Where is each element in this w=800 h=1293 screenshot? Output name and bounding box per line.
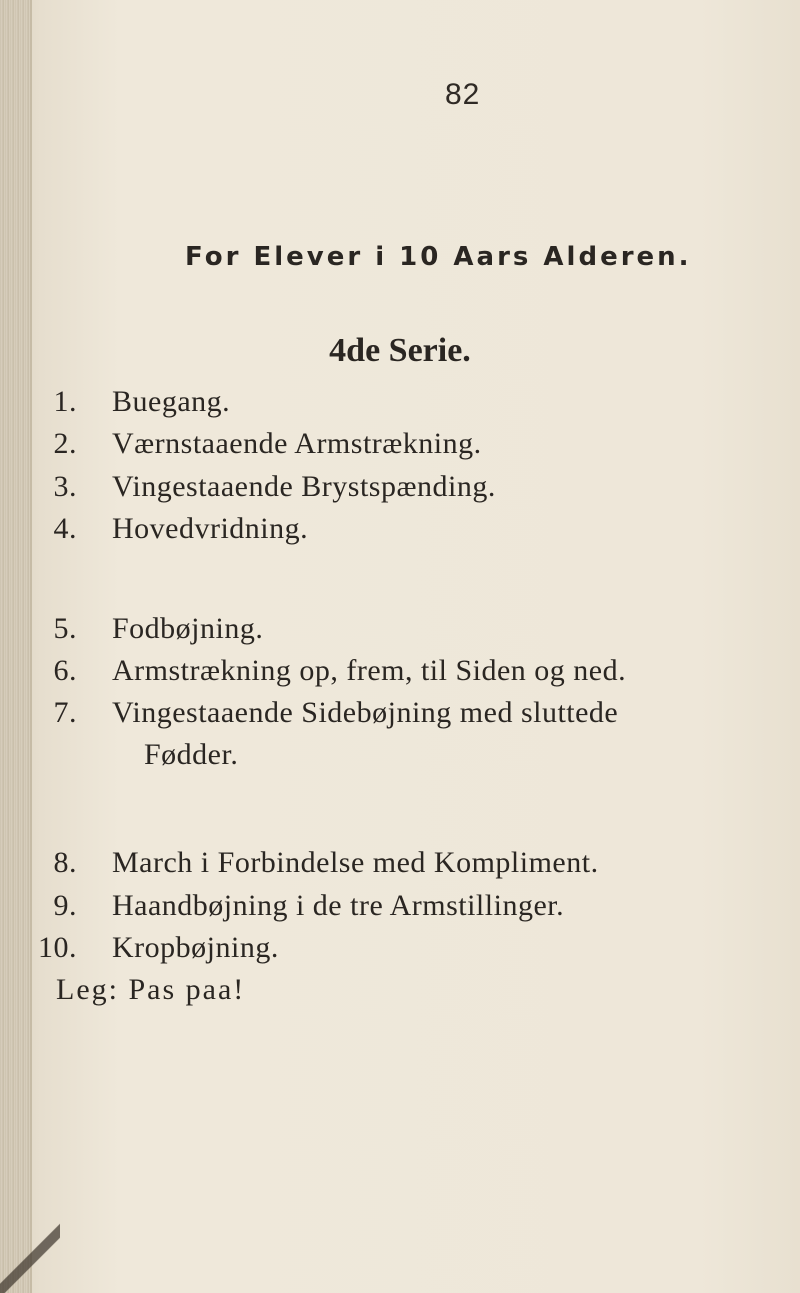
item-text: Fødder. <box>144 738 239 771</box>
item-number: 5. <box>53 612 77 645</box>
item-text: Fodbøjning. <box>112 612 264 645</box>
book-binding <box>0 0 30 1293</box>
item-number: 3. <box>53 470 77 503</box>
item-number: 1. <box>53 385 77 418</box>
item-text: Vingestaaende Sidebøjning med sluttede <box>112 696 619 729</box>
item-text: Vingestaaende Brystspænding. <box>112 470 496 503</box>
page-number: 82 <box>445 78 481 111</box>
item-number: 7. <box>53 696 77 729</box>
closing-line: Leg: Pas paa! <box>56 973 246 1006</box>
binding-edge <box>30 0 32 1293</box>
item-text: Hovedvridning. <box>112 512 309 545</box>
item-text: Værnstaaende Armstrækning. <box>112 427 482 460</box>
page-heading: For Elever i 10 Aars Alderen. <box>185 242 692 272</box>
item-text: March i Forbindelse med Kompliment. <box>112 846 599 879</box>
item-number: 4. <box>53 512 77 545</box>
page-corner <box>0 1213 60 1293</box>
series-title: 4de Serie. <box>329 332 471 369</box>
item-text: Buegang. <box>112 385 231 418</box>
item-number: 6. <box>53 654 77 687</box>
item-number: 10. <box>38 931 77 964</box>
item-number: 2. <box>53 427 77 460</box>
item-number: 8. <box>53 846 77 879</box>
item-text: Kropbøjning. <box>112 931 279 964</box>
item-number: 9. <box>53 889 77 922</box>
item-text: Armstrækning op, frem, til Siden og ned. <box>112 654 627 687</box>
item-text: Haandbøjning i de tre Armstillinger. <box>112 889 565 922</box>
